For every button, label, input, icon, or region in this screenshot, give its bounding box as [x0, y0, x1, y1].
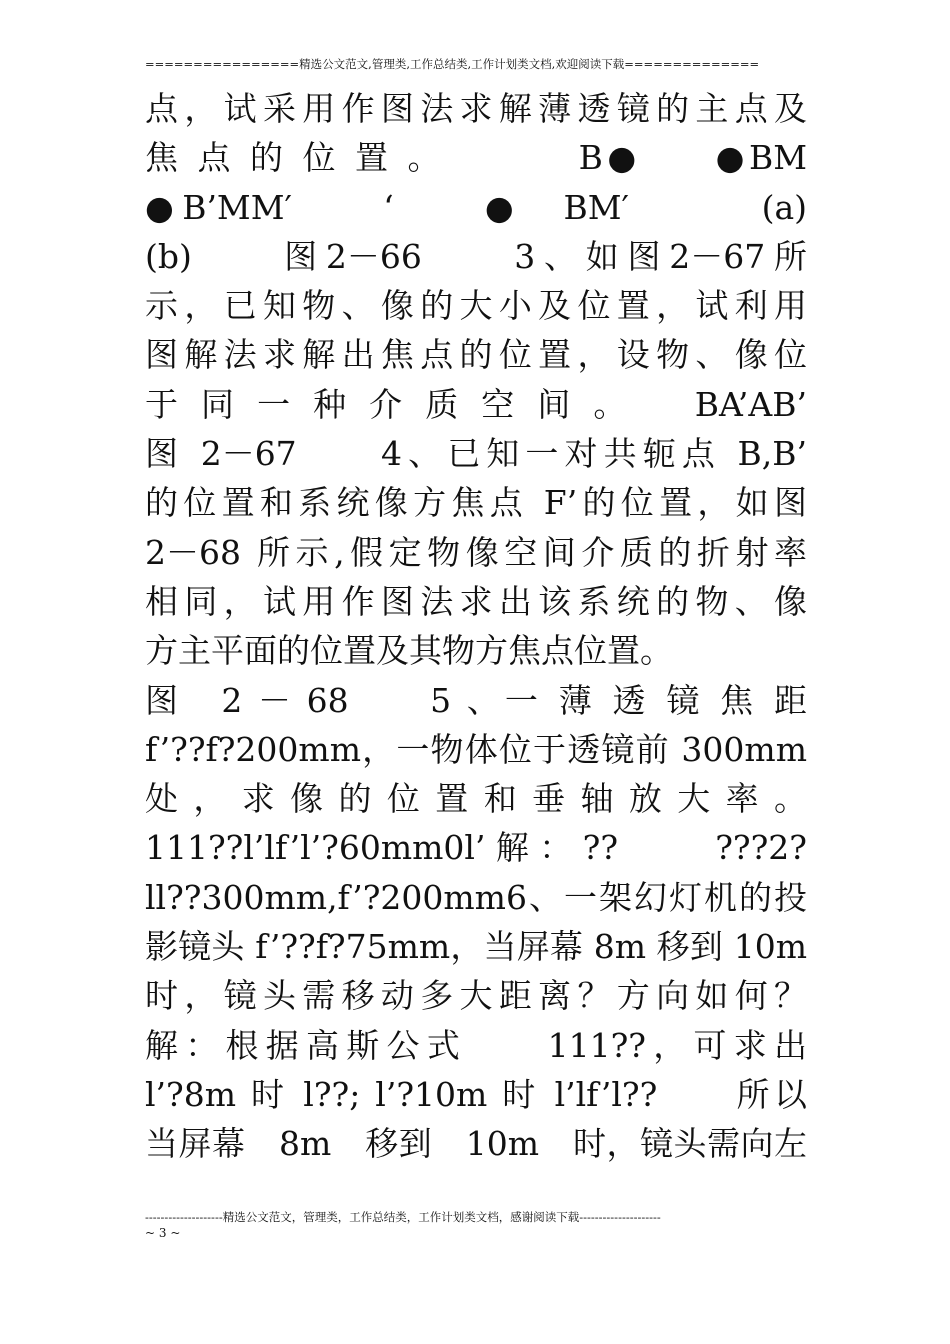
text-line: (b) 图2－66 3、如图2－67所 [145, 236, 807, 276]
page-header-banner: ================精选公文范文,管理类,工作总结类,工作计划类文档,欢迎阅读下载============== [145, 57, 760, 71]
text-line: 处 ， 求 像 的 位 置 和 垂 轴 放 大 率 。 [145, 779, 807, 819]
text-line: 图 2－67 4、已知一对共轭点 B,B’ [145, 434, 807, 474]
text-line: 相同，试用作图法求出该系统的物、像 [145, 581, 807, 621]
text-line: ●B’MM′ ‘ ● BM′ (a) [145, 187, 807, 227]
text-line: 图 2 － 68 5 、一 薄 透 镜 焦 距 [145, 680, 807, 720]
page-footer-banner: --------------------精选公文范文，管理类，工作总结类，工作计划类文档，感谢阅读下载--------------------- [145, 1210, 661, 1224]
text-line: 示，已知物、像的大小及位置，试利用 [145, 286, 807, 326]
page-number: ~ 3 ~ [145, 1226, 181, 1240]
text-line: 解：根据高斯公式 111??，可求出 [145, 1025, 807, 1065]
text-line: 图解法求解出焦点的位置，设物、像位 [145, 335, 807, 375]
text-line: 时，镜头需移动多大距离？方向如何？ [145, 976, 807, 1016]
document-body [145, 84, 807, 1169]
text-line: 当屏幕 8m 移到 10m 时，镜头需向左 [145, 1124, 807, 1164]
text-line: 2－68 所示,假定物像空间介质的折射率 [145, 532, 807, 572]
text-line: 影镜头 f’??f?75mm，当屏幕 8m 移到 10m [145, 927, 807, 967]
text-line: f’??f?200mm，一物体位于透镜前 300mm [145, 729, 807, 769]
text-line: 方主平面的位置及其物方焦点位置。 [145, 631, 673, 671]
text-line: 于 同 一 种 介 质 空 间 。 BA’AB’ [145, 384, 807, 424]
text-line: 点，试采用作图法求解薄透镜的主点及 [145, 89, 807, 128]
text-line: 111??l’lf’l’?60mm0l’解：?? ???2? [145, 828, 807, 868]
text-line: 的位置和系统像方焦点 F’的位置，如图 [145, 483, 807, 523]
text-line: ll??300mm,f’?200mm6、一架幻灯机的投 [145, 877, 807, 917]
text-line: l’?8m 时 l??; l’?10m 时 l’lf’l?? 所以 [145, 1074, 807, 1114]
text-line: 焦 点 的 位 置 。 B● ●BM [145, 138, 807, 178]
